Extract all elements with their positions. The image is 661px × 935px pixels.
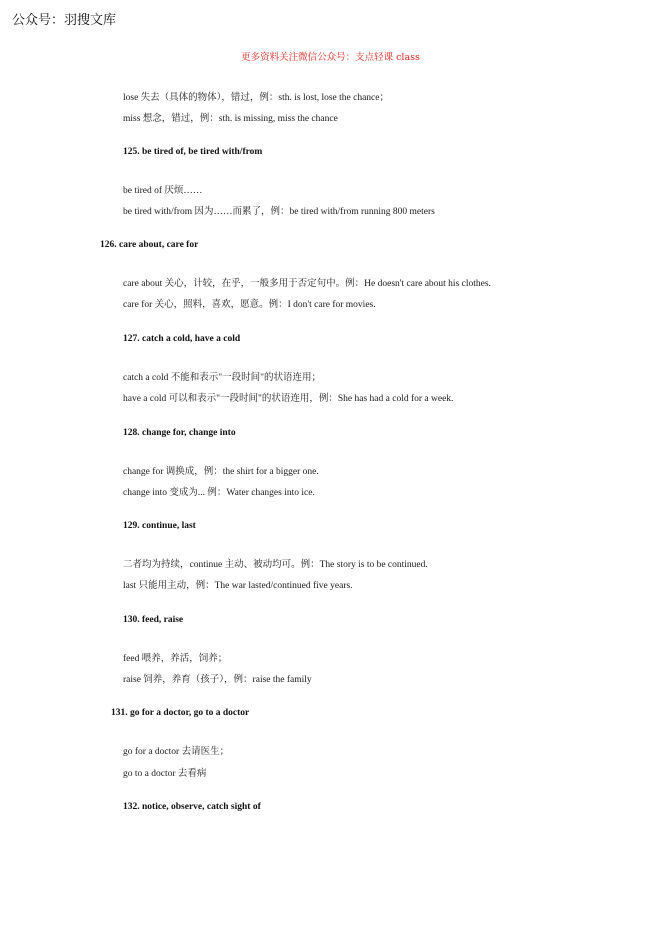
- section-line: change for 调换成，例：the shirt for a bigger one.: [123, 467, 319, 477]
- section-line: change into 变成为... 例：Water changes into ice.: [123, 488, 315, 498]
- section-line: last 只能用主动，例：The war lasted/continued five years.: [123, 581, 353, 591]
- section-heading-127: 127. catch a cold, have a cold: [123, 334, 241, 344]
- section-heading-132: 132. notice, observe, catch sight of: [123, 802, 261, 812]
- section-line: have a cold 可以和表示"一段时间"的状语连用，例：She has had a cold for a week.: [123, 394, 454, 404]
- section-heading-125: 125. be tired of, be tired with/from: [123, 147, 263, 157]
- watermark-text: 公众号：羽搜文库: [12, 13, 117, 28]
- section-line: be tired with/from 因为……而累了，例：be tired with/from running 800 meters: [123, 207, 435, 217]
- section-heading-126: 126. care about, care for: [100, 240, 199, 250]
- section-heading-128: 128. change for, change into: [123, 428, 236, 438]
- section-line: raise 饲养，养育（孩子），例：raise the family: [123, 675, 312, 685]
- promo-banner: 更多资料关注微信公众号：支点轻课 class: [241, 52, 420, 63]
- section-line: 二者均为持续，continue 主动、被动均可。例：The story is to be continued.: [123, 560, 428, 570]
- section-line: feed 喂养，养活，饲养；: [123, 654, 228, 664]
- intro-line: lose 失去（具体的物体），错过，例：sth. is lost, lose the chance；: [123, 93, 389, 103]
- section-line: care for 关心，照料，喜欢，愿意。例：I don't care for movies.: [123, 300, 376, 310]
- section-line: go to a doctor 去看病: [123, 769, 207, 779]
- section-heading-129: 129. continue, last: [123, 521, 196, 531]
- intro-line: miss 想念，错过，例：sth. is missing, miss the chance: [123, 114, 338, 124]
- section-heading-131: 131. go for a doctor, go to a doctor: [111, 708, 250, 718]
- section-line: go for a doctor 去请医生；: [123, 747, 230, 757]
- section-line: catch a cold 不能和表示"一段时间"的状语连用；: [123, 373, 321, 383]
- section-heading-130: 130. feed, raise: [123, 615, 184, 625]
- section-line: be tired of 厌烦……: [123, 186, 203, 196]
- section-line: care about 关心，计较，在乎，一般多用于否定句中。例：He doesn't care about his clothes.: [123, 279, 491, 289]
